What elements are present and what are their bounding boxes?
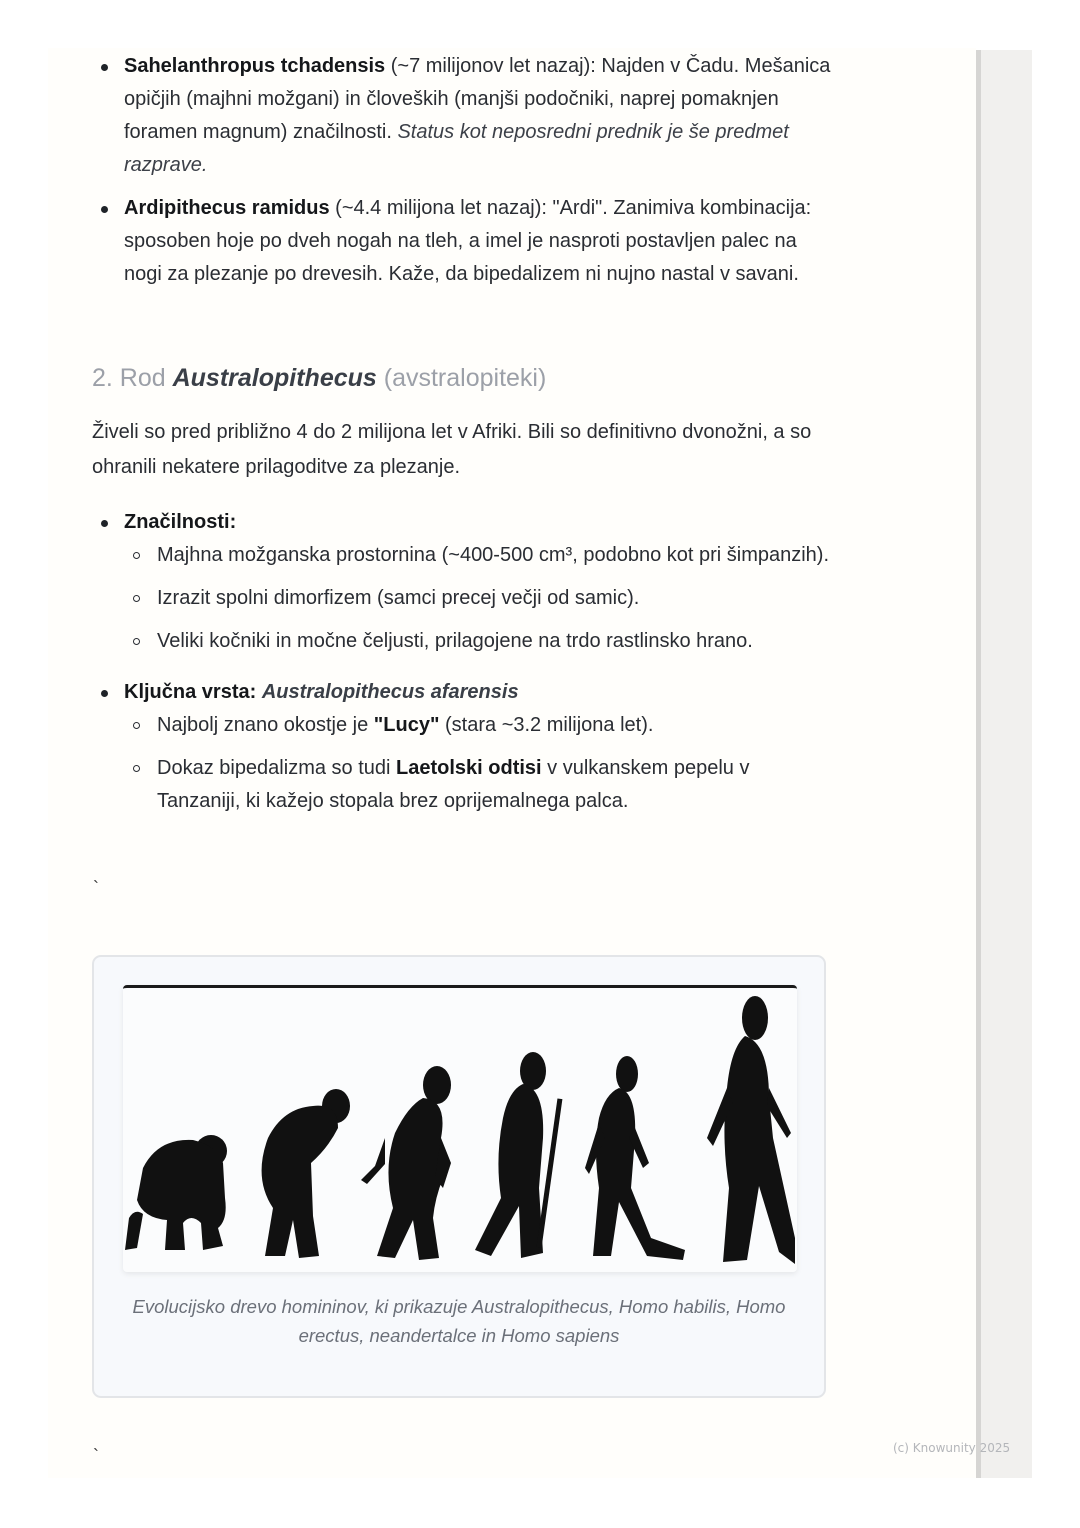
- heading-prefix: 2. Rod: [92, 364, 173, 392]
- early-hominins-list: [92, 50, 832, 301]
- australopithecus-list: [92, 506, 832, 828]
- species-note: Status kot neposredni prednik je še predmet razprave.: [124, 121, 789, 176]
- highlight: Laetolski odtisi: [396, 757, 542, 779]
- text: (stara ~3.2 milijona let).: [439, 714, 654, 736]
- species-detail: (~7 milijonov let nazaj): Najden v Čadu. Mešanica opičjih (majhni možgani) in človeških (manjši podočniki, naprej pomaknjen foramen magnum) značilnosti.: [124, 55, 831, 143]
- species-name: Sahelanthropus tchadensis: [124, 55, 386, 77]
- heading-genus: Australopithecus: [172, 364, 377, 392]
- list-item-ardipithecus: [92, 192, 832, 291]
- key-point-item: [124, 752, 832, 818]
- list-item-features: [92, 506, 832, 658]
- section-heading-australopithecus: [92, 361, 546, 395]
- figure-caption: Evolucijsko drevo homininov, ki prikazuje Australopithecus, Homo habilis, Homo erectus, neandertalce in Homo sapiens: [132, 1296, 786, 1346]
- features-label: Značilnosti:: [124, 511, 237, 533]
- feature-item: Izrazit spolni dimorfizem (samci precej večji od samic).: [124, 582, 832, 615]
- species-detail: (~4.4 milijona let nazaj): "Ardi". Zanimiva kombinacija: sposoben hoje po dveh nogah na tleh, a imel je nasproti postavljen palec na nogi za plezanje po drevesih. Kaže, da bipedalizem ni nujno nastal v savani.: [124, 197, 812, 285]
- text: Dokaz bipedalizma so tudi: [157, 757, 397, 779]
- copyright-footer: (c) Knowunity 2025: [893, 1441, 1011, 1455]
- page-side-margin: [976, 50, 1032, 1478]
- key-species-sublist: [124, 709, 832, 818]
- feature-item: Veliki kočniki in močne čeljusti, prilagojene na trdo rastlinsko hrano.: [124, 625, 832, 658]
- evolution-silhouette-image: [123, 985, 797, 1272]
- section-intro: Živeli so pred približno 4 do 2 milijona let v Afriki. Bili so definitivno dvonožni, a so ohranili nekatere prilagoditve za plezanje.: [92, 421, 812, 478]
- features-sublist: [124, 539, 832, 658]
- feature-item: Majhna možganska prostornina (~400-500 cm³, podobno kot pri šimpanzih).: [124, 539, 832, 572]
- list-item-sahelanthropus: [92, 50, 832, 182]
- heading-suffix: (avstralopiteki): [376, 364, 547, 392]
- stray-backtick: `: [93, 878, 99, 898]
- key-species-name: Australopithecus afarensis: [261, 681, 519, 703]
- highlight: "Lucy": [373, 714, 440, 736]
- text: v vulkanskem pepelu v Tanzaniji, ki kažejo stopala brez oprijemalnega palca.: [157, 757, 750, 812]
- text: Najbolj znano okostje je: [157, 714, 374, 736]
- key-point-item: [124, 709, 832, 742]
- species-name: Ardipithecus ramidus: [124, 197, 330, 219]
- figure-card: [92, 955, 826, 1398]
- key-species-label: Ključna vrsta:: [124, 681, 262, 703]
- list-item-key-species: [92, 676, 832, 818]
- march-of-progress-icon: [123, 988, 797, 1272]
- stray-backtick: `: [93, 1446, 99, 1466]
